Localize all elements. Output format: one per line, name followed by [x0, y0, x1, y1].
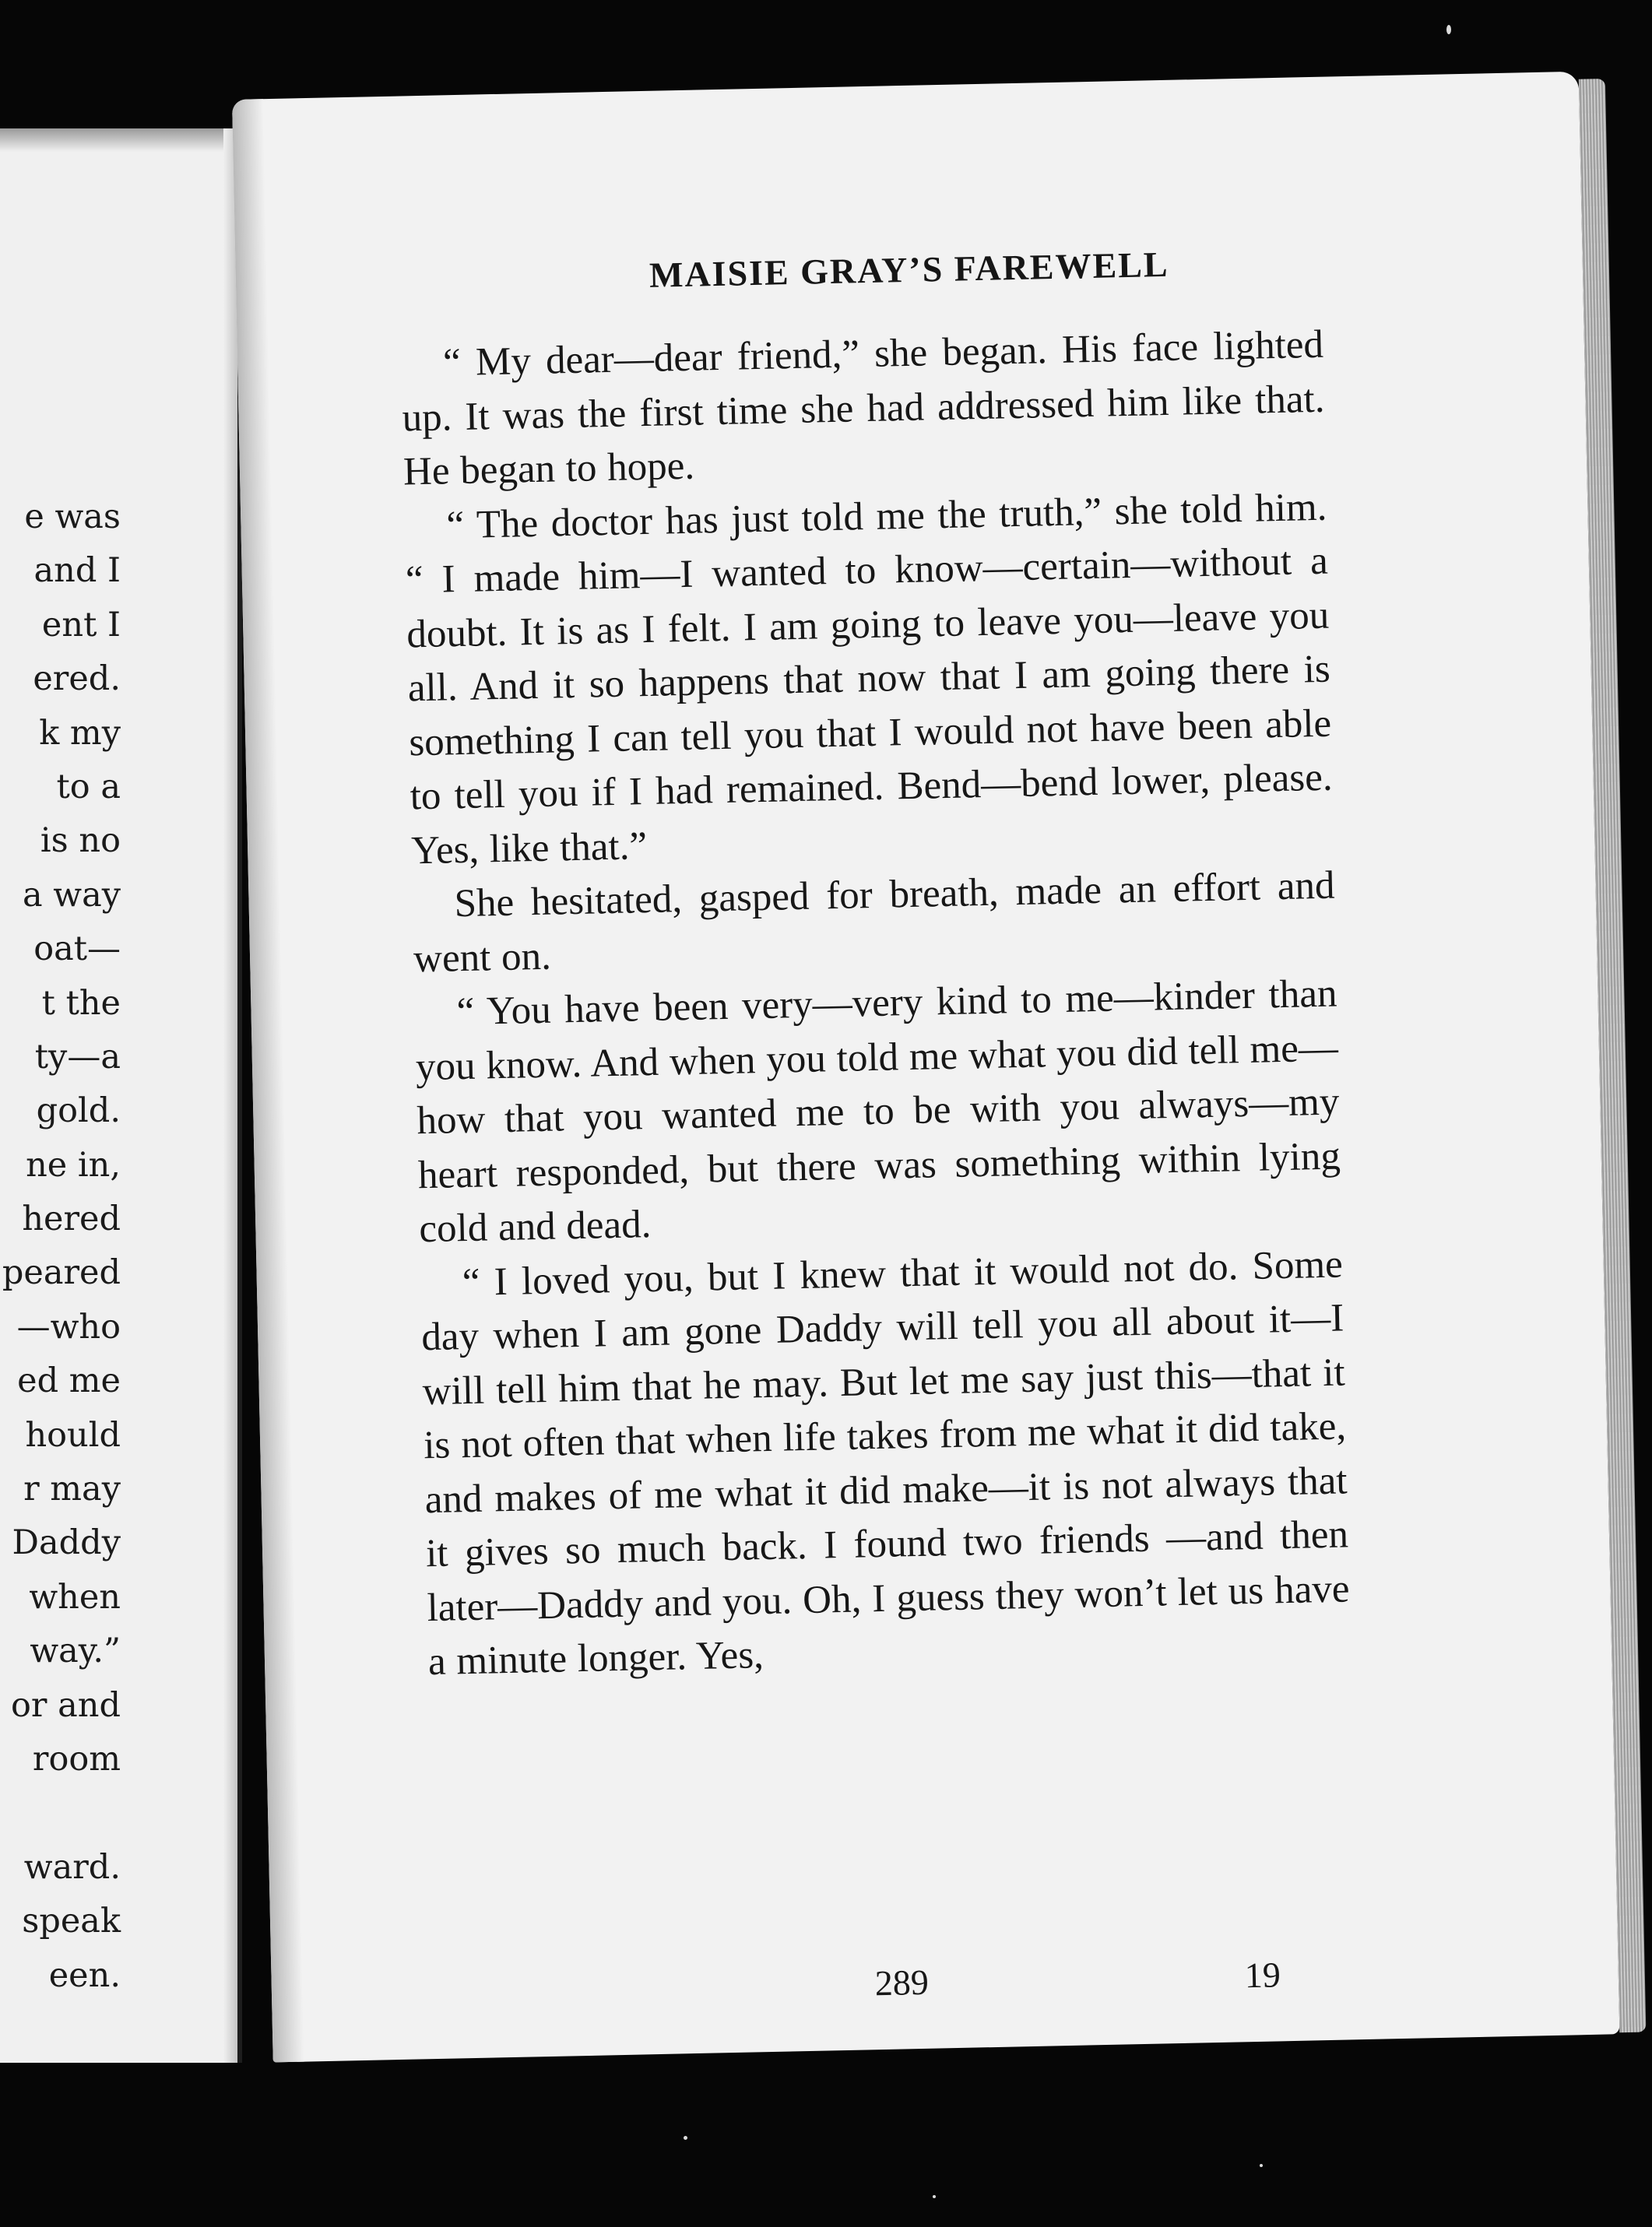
left-text-line: ne in,	[26, 1145, 121, 1185]
paragraph: She hesitated, gasped for breath, made an effort and went on.	[413, 863, 1336, 981]
left-text-line: ty—a	[34, 1037, 121, 1077]
left-text-line: k my	[39, 713, 121, 753]
paragraph: “ The doctor has just told me the truth,” she told him. “ I made him—I wanted to know—certain—without a doubt. It is as I felt. I am going to leave you—leave you all. And it so happens that now that I am going there is something I can tell you that I would not have been able to tell you if I had remained. Bend—bend lower, please. Yes, like that.”	[405, 485, 1334, 873]
left-text-line: way.”	[30, 1632, 121, 1671]
left-text-line: t the	[41, 983, 121, 1023]
running-head: MAISIE GRAY’S FAREWELL	[648, 244, 1170, 295]
left-text-line: hered	[22, 1200, 121, 1239]
signature-mark: 19	[1244, 1955, 1281, 1996]
left-text-line: a way	[22, 875, 121, 915]
left-text-line: and I	[33, 551, 121, 591]
left-text-line: hould	[25, 1415, 121, 1455]
left-text-line: gold.	[36, 1091, 121, 1131]
left-text-line: peared	[2, 1253, 121, 1293]
scan-speck	[684, 2136, 687, 2140]
left-text-line: is no	[40, 821, 121, 861]
left-text-line	[2, 1786, 121, 1840]
left-text-line: or and	[11, 1685, 121, 1725]
scan-speck	[1446, 25, 1451, 34]
left-page-text	[2, 490, 121, 2003]
left-text-line: ed me	[17, 1361, 121, 1401]
left-text-line: ent I	[41, 605, 121, 645]
left-text-line: to a	[56, 767, 121, 806]
paragraph: “ I loved you, but I knew that it would not do. Some day when I am gone Daddy will tell you all about it—I will tell him that he may. But let me say just this—that it is not often that when life takes from me what it did take, and makes of me what it did make—it is not always that it gives so much back. I found two friends —and then later—Daddy and you. Oh, I guess they won’t let us have a minute longer. Yes,	[420, 1242, 1350, 1684]
left-text-line: —who	[16, 1307, 121, 1347]
page-number: 289	[874, 1962, 930, 2004]
left-gutter-shade	[223, 128, 237, 2063]
left-text-line: room	[32, 1739, 121, 1779]
body-text	[400, 318, 1351, 1690]
left-text-line: oat—	[33, 929, 121, 969]
left-text-line: Daddy	[12, 1523, 121, 1563]
left-text-line: een.	[48, 1955, 121, 1995]
right-page	[232, 72, 1619, 2063]
left-text-line: e was	[24, 497, 121, 536]
scan-speck	[1260, 2164, 1263, 2167]
left-text-line: when	[29, 1577, 121, 1617]
scan-speck	[933, 2195, 936, 2198]
paragraph: “ My dear—dear friend,” she began. His face lighted up. It was the first time she had addressed him like that. He began to hope.	[402, 322, 1325, 494]
left-page-shadow	[0, 128, 237, 152]
left-text-line: ward.	[23, 1847, 121, 1887]
left-text-line: speak	[22, 1902, 121, 1941]
paragraph: “ You have been very—very kind to me—kinder than you know. And when you told me what you did tell me—how that you wanted me to be with you always—my heart responded, but there was something within lying cold and dead.	[415, 971, 1341, 1252]
left-page	[0, 128, 242, 2063]
left-text-line: ered.	[33, 659, 121, 699]
page-fore-edge	[1579, 79, 1647, 2032]
left-text-line: r may	[23, 1470, 121, 1509]
spine-shade	[232, 99, 304, 2062]
